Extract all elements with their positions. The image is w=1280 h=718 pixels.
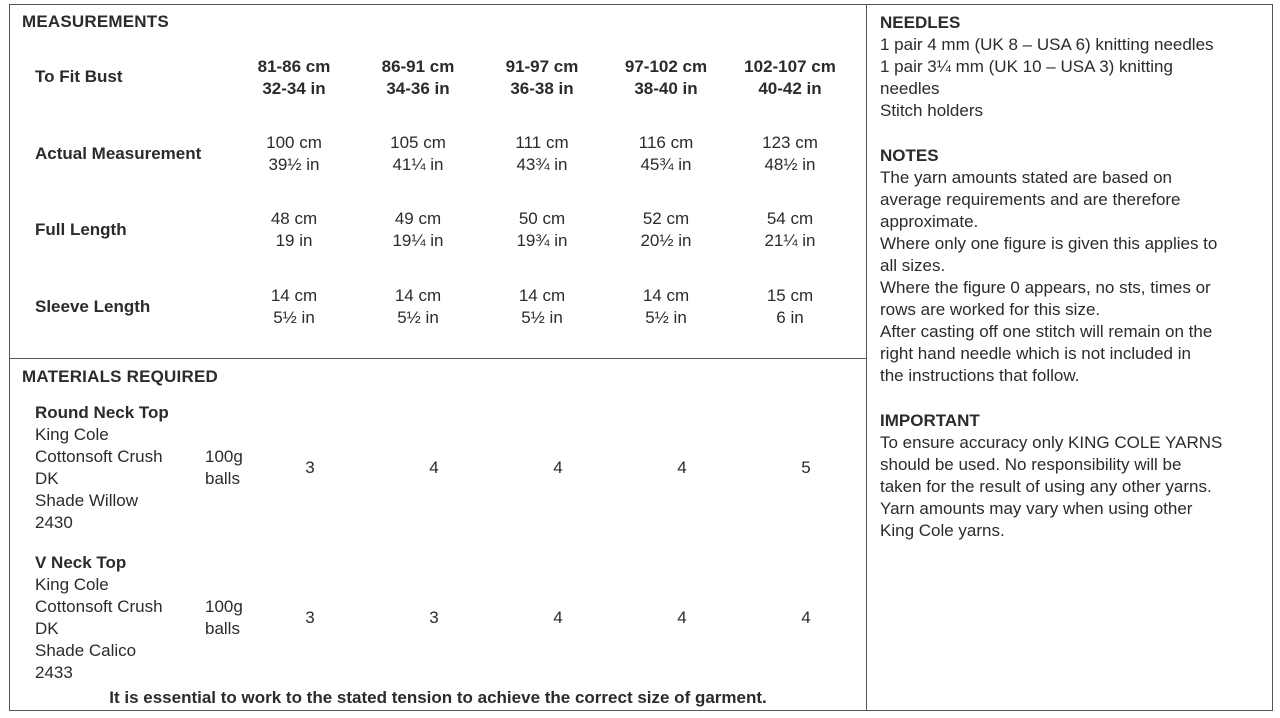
full-length-cell: 49 cm 19¼ in (392, 209, 444, 250)
full-length-cell: 48 cm 19 in (270, 209, 318, 250)
needles-heading: NEEDLES (880, 13, 961, 32)
row-label-actual-measurement: Actual Measurement (35, 144, 202, 163)
actual-measurement-cell: 123 cm 48½ in (762, 133, 818, 174)
full-length-cell: 50 cm 19¾ in (516, 209, 568, 250)
actual-measurement-cell: 105 cm 41¼ in (390, 133, 446, 174)
full-length-cell: 54 cm 21¼ in (764, 209, 816, 250)
material-qty: 3 (305, 458, 315, 477)
bust-size-cell: 81-86 cm 32-34 in (257, 57, 331, 98)
sleeve-length-cell: 14 cm 5½ in (518, 286, 566, 327)
material-title: V Neck Top (35, 553, 127, 572)
material-qty: 4 (553, 458, 563, 477)
actual-measurement-cell: 111 cm 43¾ in (515, 133, 569, 174)
material-v-neck: V Neck Top King Cole Cottonsoft Crush DK Shade Calico 2433 (35, 553, 163, 682)
material-qty: 3 (429, 608, 439, 627)
actual-measurement-cell: 100 cm 39½ in (266, 133, 322, 174)
measurements-heading: MEASUREMENTS (22, 12, 169, 31)
row-label-full-length: Full Length (35, 220, 127, 239)
bust-size-cell: 97-102 cm 38-40 in (624, 57, 708, 98)
row-label-to-fit-bust: To Fit Bust (35, 67, 123, 86)
sleeve-length-cell: 14 cm 5½ in (394, 286, 442, 327)
material-qty: 4 (553, 608, 563, 627)
tension-note: It is essential to work to the stated tension to achieve the correct size of garment. (109, 688, 767, 707)
materials-heading: MATERIALS REQUIRED (22, 367, 218, 386)
material-title: Round Neck Top (35, 403, 169, 422)
material-qty: 4 (429, 458, 439, 477)
full-length-cell: 52 cm 20½ in (640, 209, 692, 250)
sleeve-length-cell: 14 cm 5½ in (642, 286, 690, 327)
needles-section: NEEDLES 1 pair 4 mm (UK 8 – USA 6) knitting needles 1 pair 3¼ mm (UK 10 – USA 3) knitting needles Stitch holders (880, 12, 1265, 122)
important-section: IMPORTANT To ensure accuracy only KING COLE YARNS should be used. No responsibility will be taken for the result of using any other yarns. Yarn amounts may vary when using other King Cole yarns. (880, 410, 1265, 542)
sleeve-length-cell: 14 cm 5½ in (270, 286, 318, 327)
important-heading: IMPORTANT (880, 411, 980, 430)
material-qty: 4 (801, 608, 811, 627)
notes-heading: NOTES (880, 146, 939, 165)
material-qty: 4 (677, 458, 687, 477)
material-qty: 5 (801, 458, 811, 477)
material-qty: 4 (677, 608, 687, 627)
sleeve-length-cell: 15 cm 6 in (766, 286, 814, 327)
material-unit: 100g balls (205, 597, 243, 638)
bust-size-cell: 86-91 cm 34-36 in (381, 57, 455, 98)
material-qty: 3 (305, 608, 315, 627)
bust-size-cell: 102-107 cm 40-42 in (744, 57, 836, 98)
material-unit: 100g balls (205, 447, 243, 488)
material-round-neck: Round Neck Top King Cole Cottonsoft Crush DK Shade Willow 2430 (35, 403, 169, 532)
notes-section: NOTES The yarn amounts stated are based on average requirements and are therefore approximate. Where only one figure is given this applies to all sizes. Where the figure 0 appears, no sts, times or rows are worked for this size. After casting off one stitch will remain on the right hand needle which is not included in the instructions that follow. (880, 145, 1265, 387)
actual-measurement-cell: 116 cm 45¾ in (638, 133, 694, 174)
section-divider (9, 358, 867, 359)
row-label-sleeve-length: Sleeve Length (35, 297, 151, 316)
bust-size-cell: 91-97 cm 36-38 in (505, 57, 579, 98)
